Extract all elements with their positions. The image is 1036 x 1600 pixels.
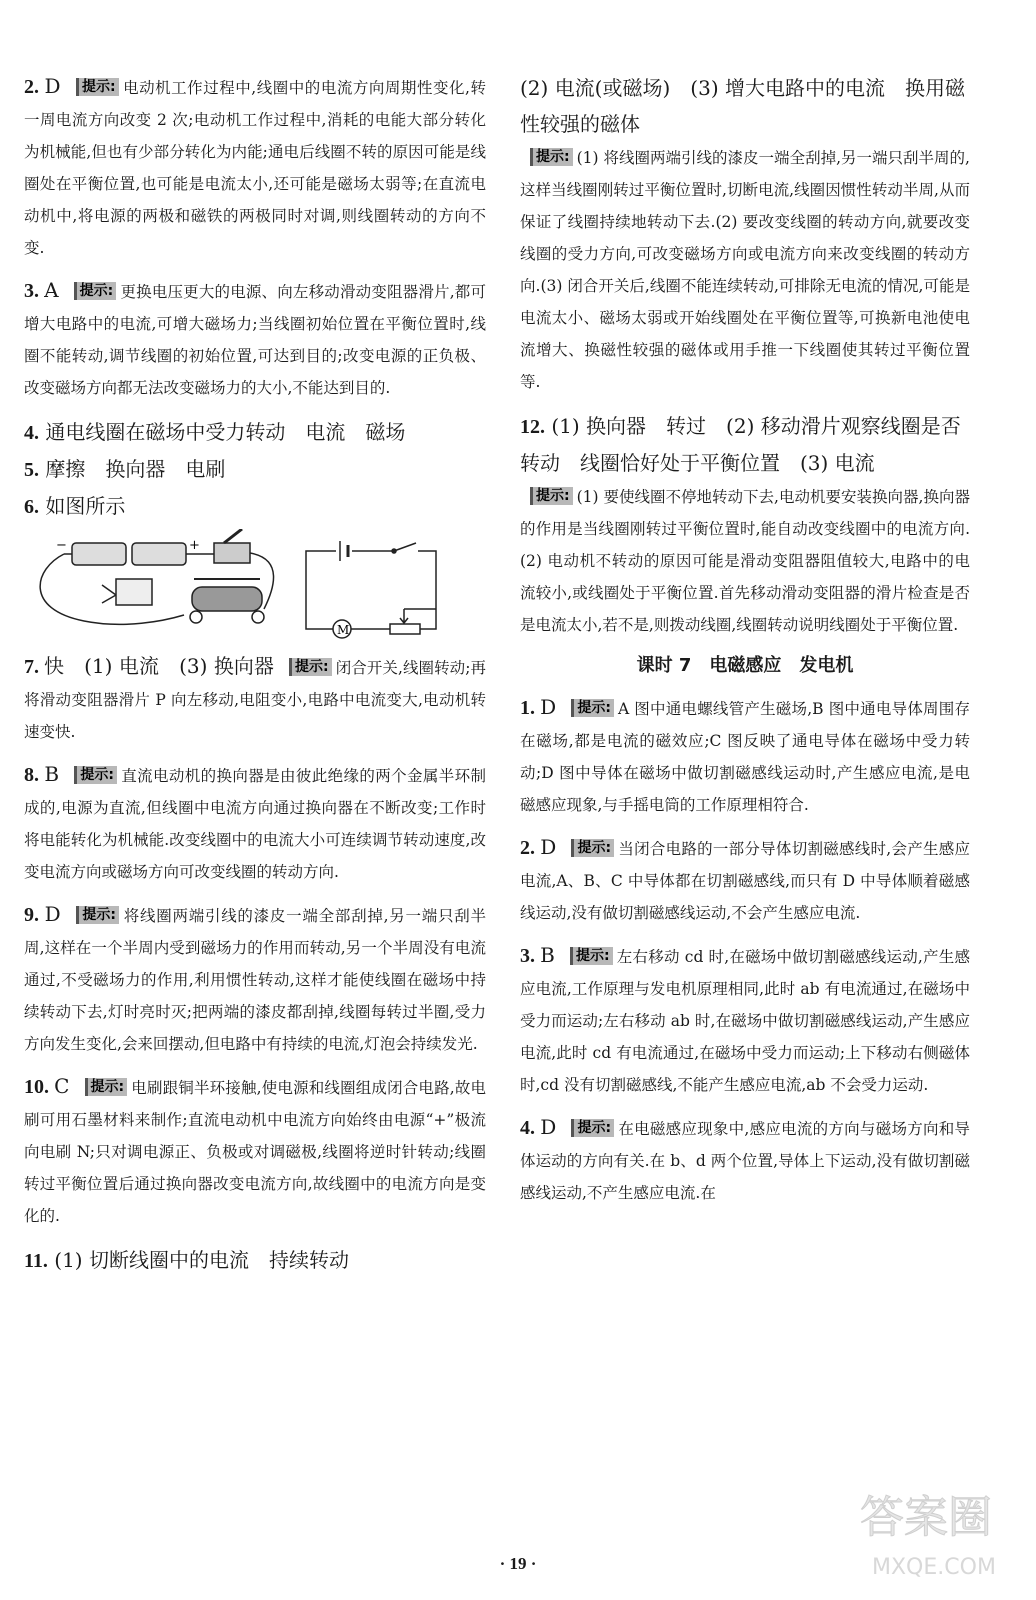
hint-tag: 提示: xyxy=(76,78,119,96)
hint-tag: 提示: xyxy=(571,1119,614,1137)
hint-tag: 提示: xyxy=(570,947,613,965)
answer-8: 8. B 提示: 直流电动机的换向器是由彼此绝缘的两个金属半环制成的,电源为直流,但线圈中电流方向通过换向器在不断改变;工作时将电能转化为机械能.改变线圈中的电流大小可连续调节转动速度,改变电流方向或磁场方向可改变线圈的转动方向. xyxy=(24,762,486,881)
switch-base xyxy=(214,543,250,563)
answer-4: 4. 通电线圈在磁场中受力转动 电流 磁场 xyxy=(24,420,406,444)
answer-10: 10. C 提示: 电刷跟铜半环接触,使电源和线圈组成闭合电路,故电刷可用石墨材料来制作;直流电动机中电流方向始终由电源“+”极流向电刷 N;只对调电源正、负极或对调磁极,线圈将逆时针转动;线圈转过平衡位置后通过换向器改变电流方向,故线圈中的电流方向是变化的. xyxy=(24,1074,487,1225)
section-answer-4: 4. D 提示: 在电磁感应现象中,感应电流的方向与磁场方向和导体运动的方向有关.在 b、d 两个位置,导体上下运动,没有做切割磁感线运动,不产生感应电流.在 xyxy=(520,1115,970,1202)
answer-6: 6. 如图所示 xyxy=(24,494,126,518)
answer-5: 5. 摩擦 换向器 电刷 xyxy=(24,457,226,481)
section-answer-2: 2. D 提示: 当闭合电路的一部分导体切割磁感线时,会产生感应电流,A、B、C 中导体都在切割磁感线,而只有 D 中导体顺着磁感线运动,没有做切割磁感线运动,不会产生感应电流. xyxy=(520,835,970,922)
right-column xyxy=(520,70,970,1219)
switch-lever xyxy=(224,529,242,543)
answer-2: 2. D 提示: 电动机工作过程中,线圈中的电流方向周期性变化,转一周电流方向改变 2 次;电动机工作过程中,消耗的电能大部分转化为机械能,但也有少部分转化为内能;通电后线圈不转的原因可能是线圈处在平衡位置,也可能是电流太小,还可能是磁场太弱等;在直流电动机中,将电源的两极和磁铁的两极同时对调,则线圈转动的方向不变. xyxy=(24,74,486,257)
svg-text:M: M xyxy=(337,623,350,637)
schematic-circuit xyxy=(306,541,436,638)
answer-7: 7. 快 (1) 电流 (3) 换向器 提示: 闭合开关,线圈转动;再将滑动变阻器滑片 P 向左移动,电阻变小,电路中电流变大,电动机转速变快. xyxy=(24,654,487,741)
answer-12: 12. (1) 换向器 转过 (2) 移动滑片观察线圈是否转动 线圈恰好处于平衡位置 (3) 电流 提示: (1) 要使线圈不停地转动下去,电动机要安装换向器,换向器的作用是当线圈刚转过平衡位置时,能自动改变线圈中的电流方向.(2) 电动机不转动的原因可能是滑动变阻器阻值较大,电路中的电流较小,或线圈处于平衡位置.首先移动滑动变阻器的滑片检查是否是电流太小,若不是,则拨动线圈,线圈转动说明线圈处于平衡位置. xyxy=(520,414,970,634)
hint-tag: 提示: xyxy=(85,1078,128,1096)
answer-3: 3. A 提示: 更换电压更大的电源、向左移动滑动变阻器滑片,都可增大电路中的电流,可增大磁场力;当线圈初始位置在平衡位置时,线圈不能转动,调节线圈的初始位置,可达到目的;改变电源的正负极、改变磁场方向都无法改变磁场力的大小,不能达到目的. xyxy=(24,278,486,397)
physical-circuit xyxy=(40,529,273,624)
answer-9: 9. D 提示: 将线圈两端引线的漆皮一端全部刮掉,另一端只刮半周,这样在一个半周内受到磁场力的作用而转动,另一个半周没有电流通过,不受磁场力的作用,利用惯性转动,这样才能使线圈在磁场中持续转动下去,灯时亮时灭;把两端的漆皮都刮掉,线圈每转过半圈,受力方向发生变化,会来回摆动,但电路中有持续的电流,灯泡会持续发光. xyxy=(24,902,486,1053)
answer-11: 11. (1) 切断线圈中的电流 持续转动 xyxy=(24,1248,349,1272)
svg-text:+: + xyxy=(189,538,200,553)
battery-2 xyxy=(132,543,186,565)
motor-box xyxy=(116,579,152,605)
hint-tag: 提示: xyxy=(571,839,614,857)
left-column xyxy=(24,70,486,1279)
hint-tag: 提示: xyxy=(289,658,332,676)
battery-1 xyxy=(72,543,126,565)
watermark-logo xyxy=(850,1470,1020,1590)
circuit-figure xyxy=(24,529,486,644)
hint-tag: 提示: xyxy=(74,766,117,784)
svg-text:MXQE.COM: MXQE.COM xyxy=(872,1555,996,1580)
svg-text:答案圈: 答案圈 xyxy=(860,1492,992,1543)
hint-tag: 提示: xyxy=(74,282,117,300)
circuit-diagram xyxy=(24,529,486,644)
answer-11-continued: (2) 电流(或磁场) (3) 增大电路中的电流 换用磁性较强的磁体 提示: (1) 将线圈两端引线的漆皮一端全刮掉,另一端只刮半周的,这样当线圈刚转过平衡位置时,切断电流,线圈因惯性转动半周,从而保证了线圈持续地转动下去.(2) 要改变线圈的转动方向,就要改变线圈的受力方向,可改变磁场方向或电流方向来改变线圈的转动方向.(3) 闭合开关后,线圈不能连续转动,可排除无电流的情况,可能是电流太小、磁场太弱或开始线圈处在平衡位置等,可换新电池使电流增大、换磁性较强的磁体或用手推一下线圈使其转过平衡位置等. xyxy=(520,76,970,391)
hint-tag: 提示: xyxy=(571,699,614,717)
section-title: 课时 7 电磁感应 发电机 xyxy=(636,655,854,676)
section-answer-3: 3. B 提示: 左右移动 cd 时,在磁场中做切割磁感线运动,产生感应电流,工作原理与发电机原理相同,此时 ab 有电流通过,在磁场中受力而运动;左右移动 ab 时,在磁场中做切割磁感线运动,产生感应电流,此时 cd 有电流通过,在磁场中受力而运动;上下移动右侧磁体时,cd 没有切割磁感线,不能产生感应电流,ab 不会受力运动. xyxy=(520,943,970,1094)
hint-tag: 提示: xyxy=(76,906,119,924)
rheostat xyxy=(192,587,262,611)
hint-tag: 提示: xyxy=(530,487,573,505)
hint-tag: 提示: xyxy=(530,148,573,166)
svg-text:−: − xyxy=(56,538,67,553)
section-answer-1: 1. D 提示: A 图中通电螺线管产生磁场,B 图中通电导体周围存在磁场,都是电流的磁效应;C 图反映了通电导体在磁场中受力转动;D 图中导体在磁场中做切割磁感线运动时,产生感应电流,是电磁感应现象,与手摇电筒的工作原理相符合. xyxy=(520,695,970,814)
page-number: · 19 · xyxy=(499,1554,537,1573)
